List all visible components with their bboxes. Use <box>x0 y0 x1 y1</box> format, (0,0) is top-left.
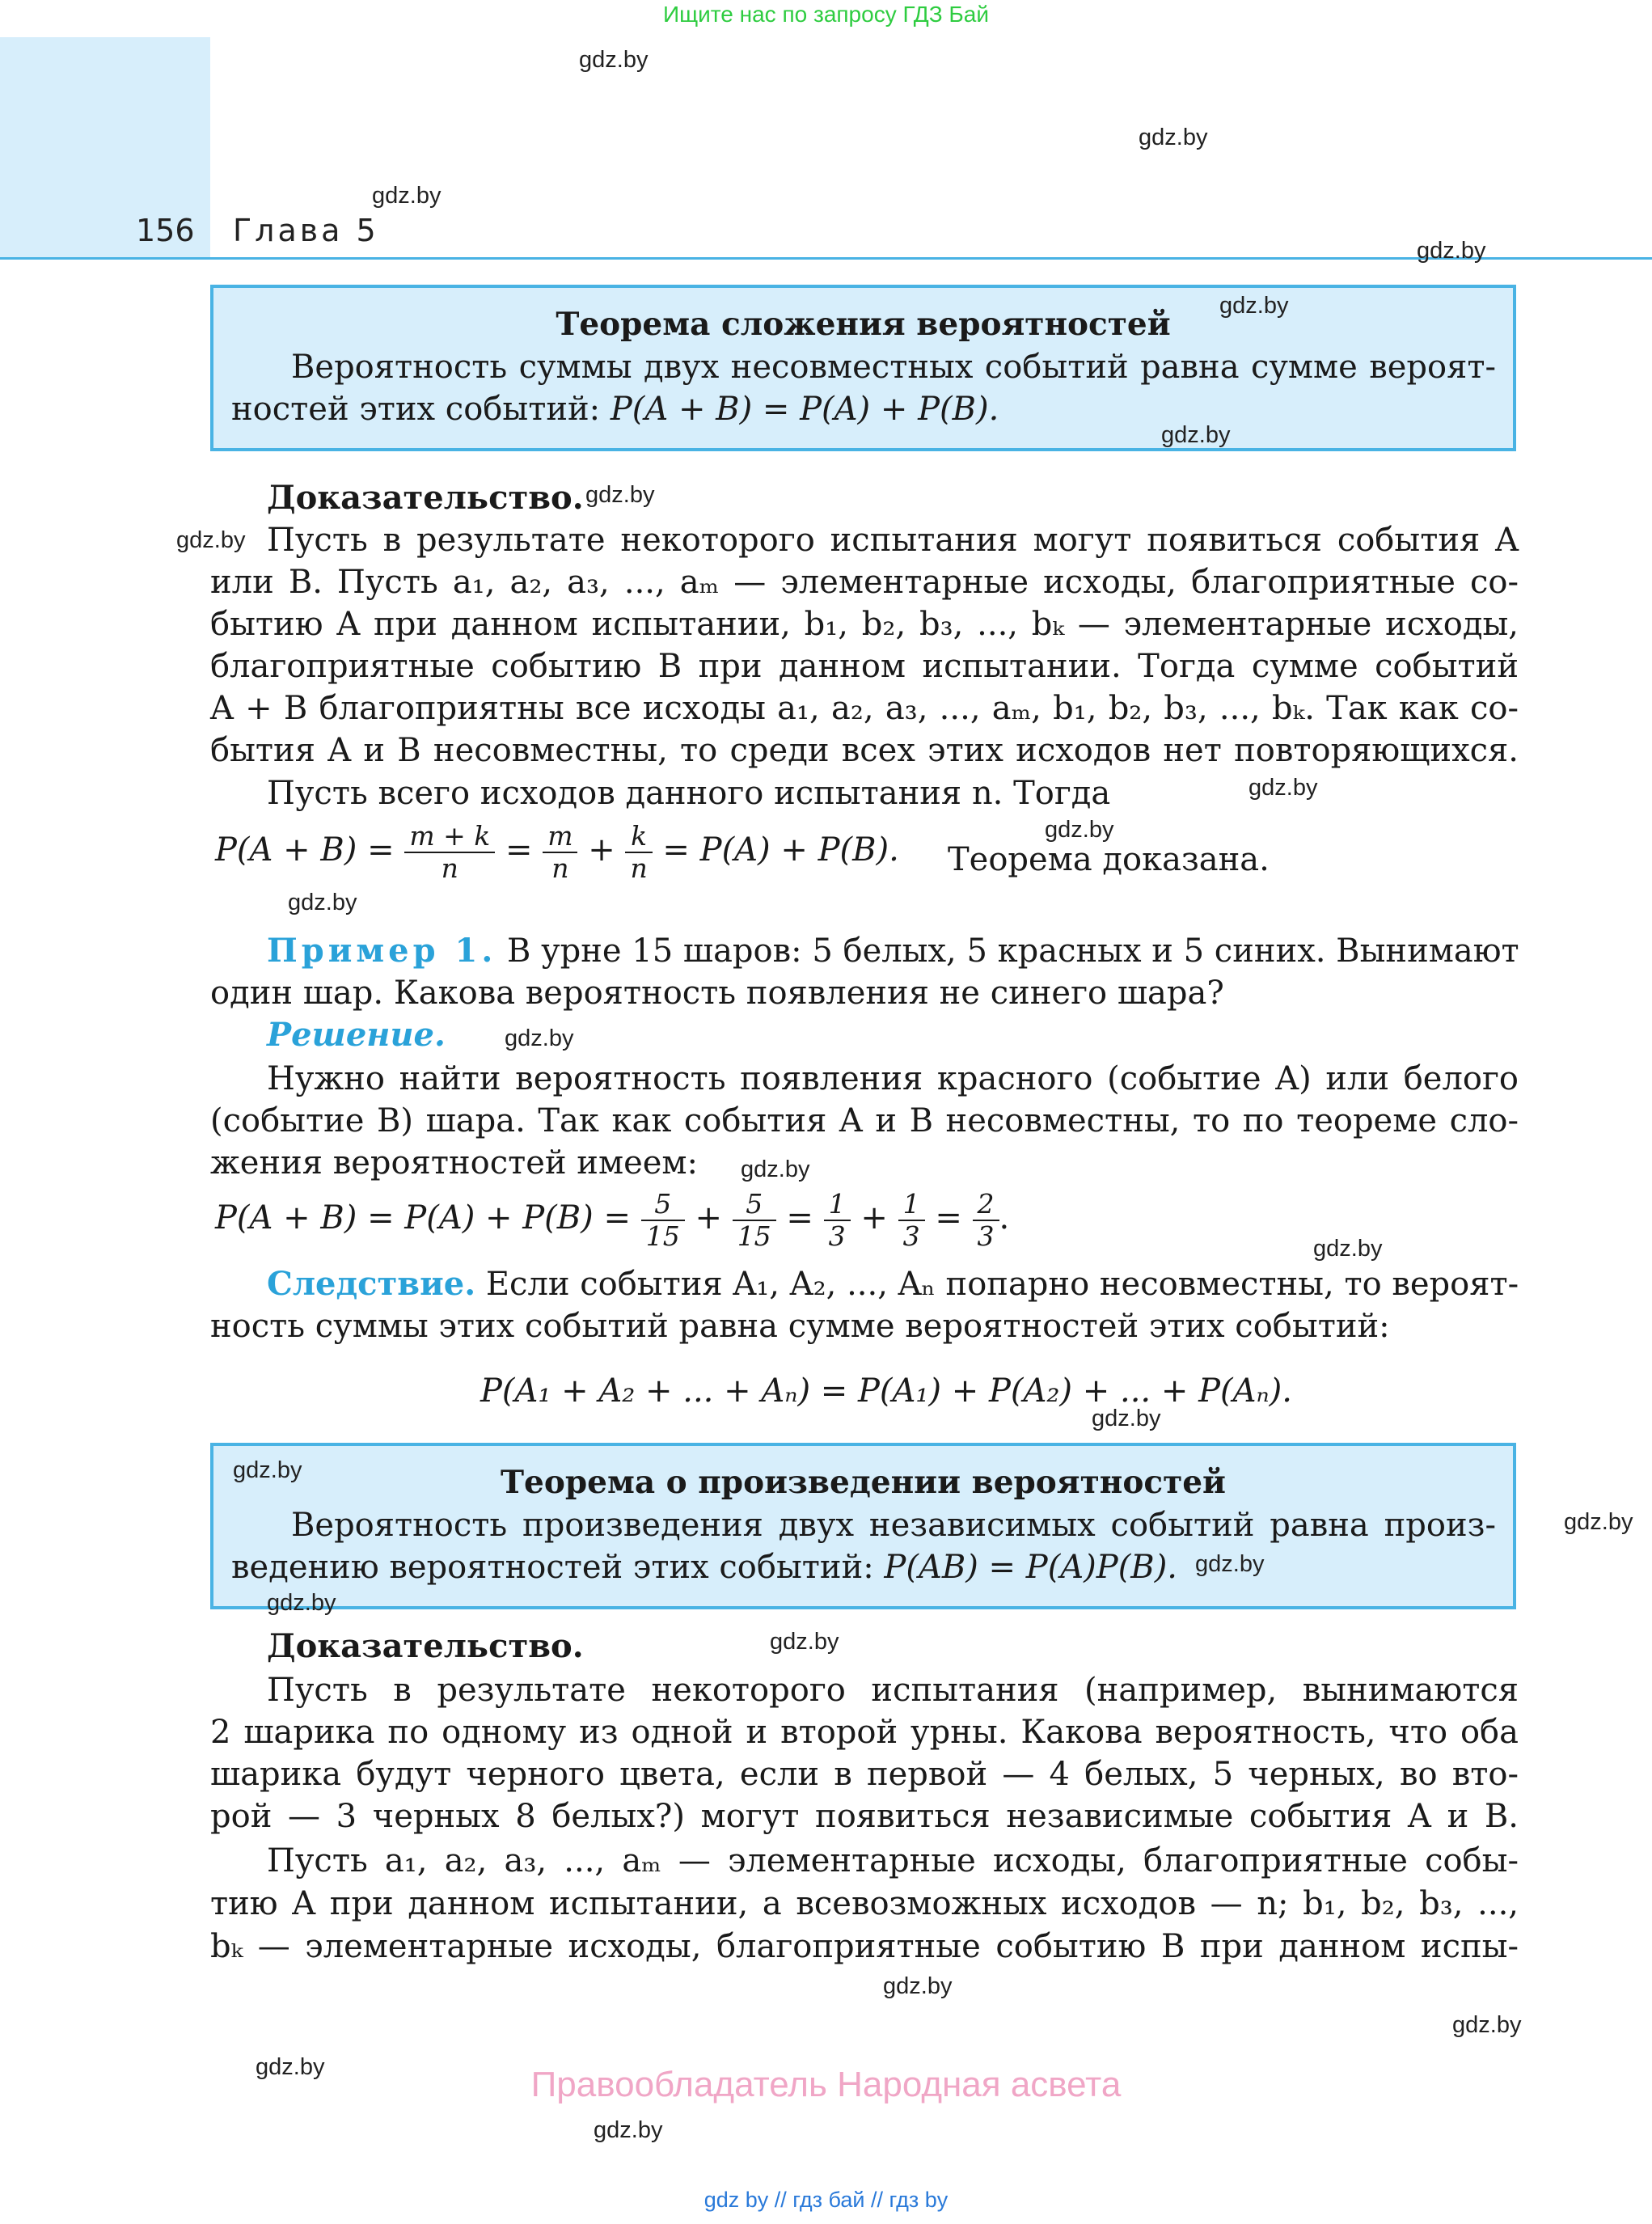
watermark: gdz.by <box>1564 1509 1633 1535</box>
watermark: gdz.by <box>176 527 246 553</box>
watermark: gdz.by <box>770 1629 839 1655</box>
header-rule <box>0 257 1652 260</box>
paragraph-line: A + B благоприятны все исходы a₁, a₂, a₃, ..., aₘ, b₁, b₂, b₃, ..., bₖ. Так как со- <box>210 690 1519 727</box>
corollary-line: ность суммы этих событий равна сумме вероятностей этих событий: <box>210 1308 1390 1345</box>
paragraph-line: шарика будут черного цвета, если в первой — 4 белых, 5 черных, во вто- <box>210 1756 1519 1793</box>
corollary-line: Следствие. Если события A₁, A₂, ..., Aₙ попарно несовместны, то вероят- <box>267 1265 1519 1303</box>
example-label: Пример 1. <box>267 932 497 970</box>
fraction: $\frac{1}{3}$ <box>898 1189 925 1252</box>
theorem-product-box <box>210 1443 1516 1609</box>
corollary-formula: P(A₁ + A₂ + ... + Aₙ) = P(A₁) + P(A₂) + ... + P(Aₙ). <box>480 1372 1293 1410</box>
proof-formula: P(A + B) = $\frac{m + k}{n}$ = $\frac{m}{n}$ + $\frac{k}{n}$ = P(A) + P(B). <box>215 820 899 884</box>
watermark: gdz.by <box>579 47 649 73</box>
watermark: gdz.by <box>233 1457 302 1483</box>
theorem-product-text: ведению вероятностей этих событий: P(AB) = P(A)P(B). <box>231 1549 1178 1586</box>
fraction: $\frac{2}{3}$ <box>973 1189 999 1252</box>
paragraph-line: Пусть в результате некоторого испытания могут появиться события A <box>267 522 1519 559</box>
watermark: gdz.by <box>1139 125 1208 150</box>
fraction: $\frac{1}{3}$ <box>824 1189 851 1252</box>
example-line: один шар. Какова вероятность появления не синего шара? <box>210 975 1224 1012</box>
watermark: gdz.by <box>256 2054 325 2080</box>
paragraph-line: или B. Пусть a₁, a₂, a₃, ..., aₘ — элементарные исходы, благоприятные со- <box>210 564 1519 601</box>
watermark: gdz.by <box>741 1156 810 1182</box>
theorem-addition-box <box>210 285 1516 451</box>
example-line: Пример 1. В урне 15 шаров: 5 белых, 5 красных и 5 синих. Вынимают <box>267 932 1519 970</box>
chapter-title: Глава 5 <box>233 213 379 248</box>
theorem-addition-formula: P(A + B) = P(A) + P(B). <box>610 391 999 428</box>
theorem-addition-text: Вероятность суммы двух несовместных событий равна сумме вероят- <box>291 349 1496 386</box>
watermark: gdz.by <box>1195 1551 1265 1577</box>
copyright-notice: Правообладатель Народная асвета <box>530 2065 1122 2104</box>
theorem-addition-title: Теорема сложения вероятностей <box>556 306 1171 343</box>
watermark: gdz.by <box>1219 293 1289 319</box>
theorem-product-formula: P(AB) = P(A)P(B). <box>884 1549 1178 1586</box>
footer-links[interactable]: gdz by // гдз бай // гдз by <box>703 2188 949 2212</box>
fraction: $\frac{m}{n}$ <box>543 821 577 884</box>
watermark: gdz.by <box>1161 422 1231 448</box>
proof-conclusion: Теорема доказана. <box>948 841 1270 878</box>
page-number: 156 <box>136 213 195 248</box>
solution-line: Нужно найти вероятность появления красного (событие A) или белого <box>267 1060 1519 1097</box>
watermark: gdz.by <box>585 482 655 508</box>
paragraph-line: бытия A и B несовместны, то среди всех этих исходов нет повторяющихся. <box>210 732 1519 769</box>
paragraph-line: Пусть в результате некоторого испытания (например, вынимаются <box>267 1672 1519 1709</box>
watermark: gdz.by <box>288 890 357 915</box>
watermark: gdz.by <box>883 1973 953 1999</box>
solution-label: Решение. <box>267 1016 446 1054</box>
watermark: gdz.by <box>372 183 442 209</box>
paragraph-line: 2 шарика по одному из одной и второй урны. Какова вероятность, что оба <box>210 1714 1519 1751</box>
corollary-label: Следствие. <box>267 1265 476 1303</box>
watermark: gdz.by <box>1249 775 1318 801</box>
watermark: gdz.by <box>1313 1236 1383 1262</box>
paragraph-line: благоприятные событию B при данном испытании. Тогда сумме событий <box>210 648 1519 685</box>
fraction: $\frac{5}{15}$ <box>733 1189 776 1252</box>
proof-heading: Доказательство. <box>267 1627 584 1665</box>
watermark: gdz.by <box>594 2117 663 2143</box>
solution-formula: P(A + B) = P(A) + P(B) = $\frac{5}{15}$ + $\frac{5}{15}$ = $\frac{1}{3}$ + $\frac{1}{3}$ = $\frac{2}{3}$ . <box>215 1188 1010 1252</box>
solution-line: жения вероятностей имеем: <box>210 1144 699 1182</box>
watermark: gdz.by <box>1092 1406 1161 1431</box>
solution-line: (событие B) шара. Так как события A и B несовместны, то по теореме сло- <box>210 1102 1519 1139</box>
fraction: $\frac{k}{n}$ <box>625 821 652 884</box>
paragraph-line: рой — 3 черных 8 белых?) могут появиться независимые события A и B. <box>210 1798 1519 1835</box>
paragraph-line: bₖ — элементарные исходы, благоприятные событию B при данном испы- <box>210 1928 1519 1965</box>
watermark: gdz.by <box>1045 817 1114 843</box>
fraction: $\frac{5}{15}$ <box>641 1189 685 1252</box>
paragraph-line: тию A при данном испытании, а всевозможных исходов — n; b₁, b₂, b₃, ..., <box>210 1885 1519 1922</box>
paragraph-line: бытию A при данном испытании, b₁, b₂, b₃, ..., bₖ — элементарные исходы, <box>210 606 1519 643</box>
top-search-note[interactable]: Ищите нас по запросу ГДЗ Бай <box>662 2 990 27</box>
watermark: gdz.by <box>505 1025 574 1051</box>
theorem-product-text: Вероятность произведения двух независимых событий равна произ- <box>291 1507 1496 1544</box>
theorem-addition-text: ностей этих событий: P(A + B) = P(A) + P(B). <box>231 391 999 428</box>
paragraph-line: Пусть a₁, a₂, a₃, ..., aₘ — элементарные исходы, благоприятные собы- <box>267 1842 1519 1879</box>
watermark: gdz.by <box>1452 2012 1522 2038</box>
fraction: $\frac{m + k}{n}$ <box>404 821 495 884</box>
watermark: gdz.by <box>267 1590 336 1616</box>
proof-heading: Доказательство. <box>267 479 584 517</box>
watermark: gdz.by <box>1417 238 1486 264</box>
theorem-product-title: Теорема о произведении вероятностей <box>501 1464 1226 1501</box>
paragraph-line: Пусть всего исходов данного испытания n. Тогда <box>267 775 1111 812</box>
